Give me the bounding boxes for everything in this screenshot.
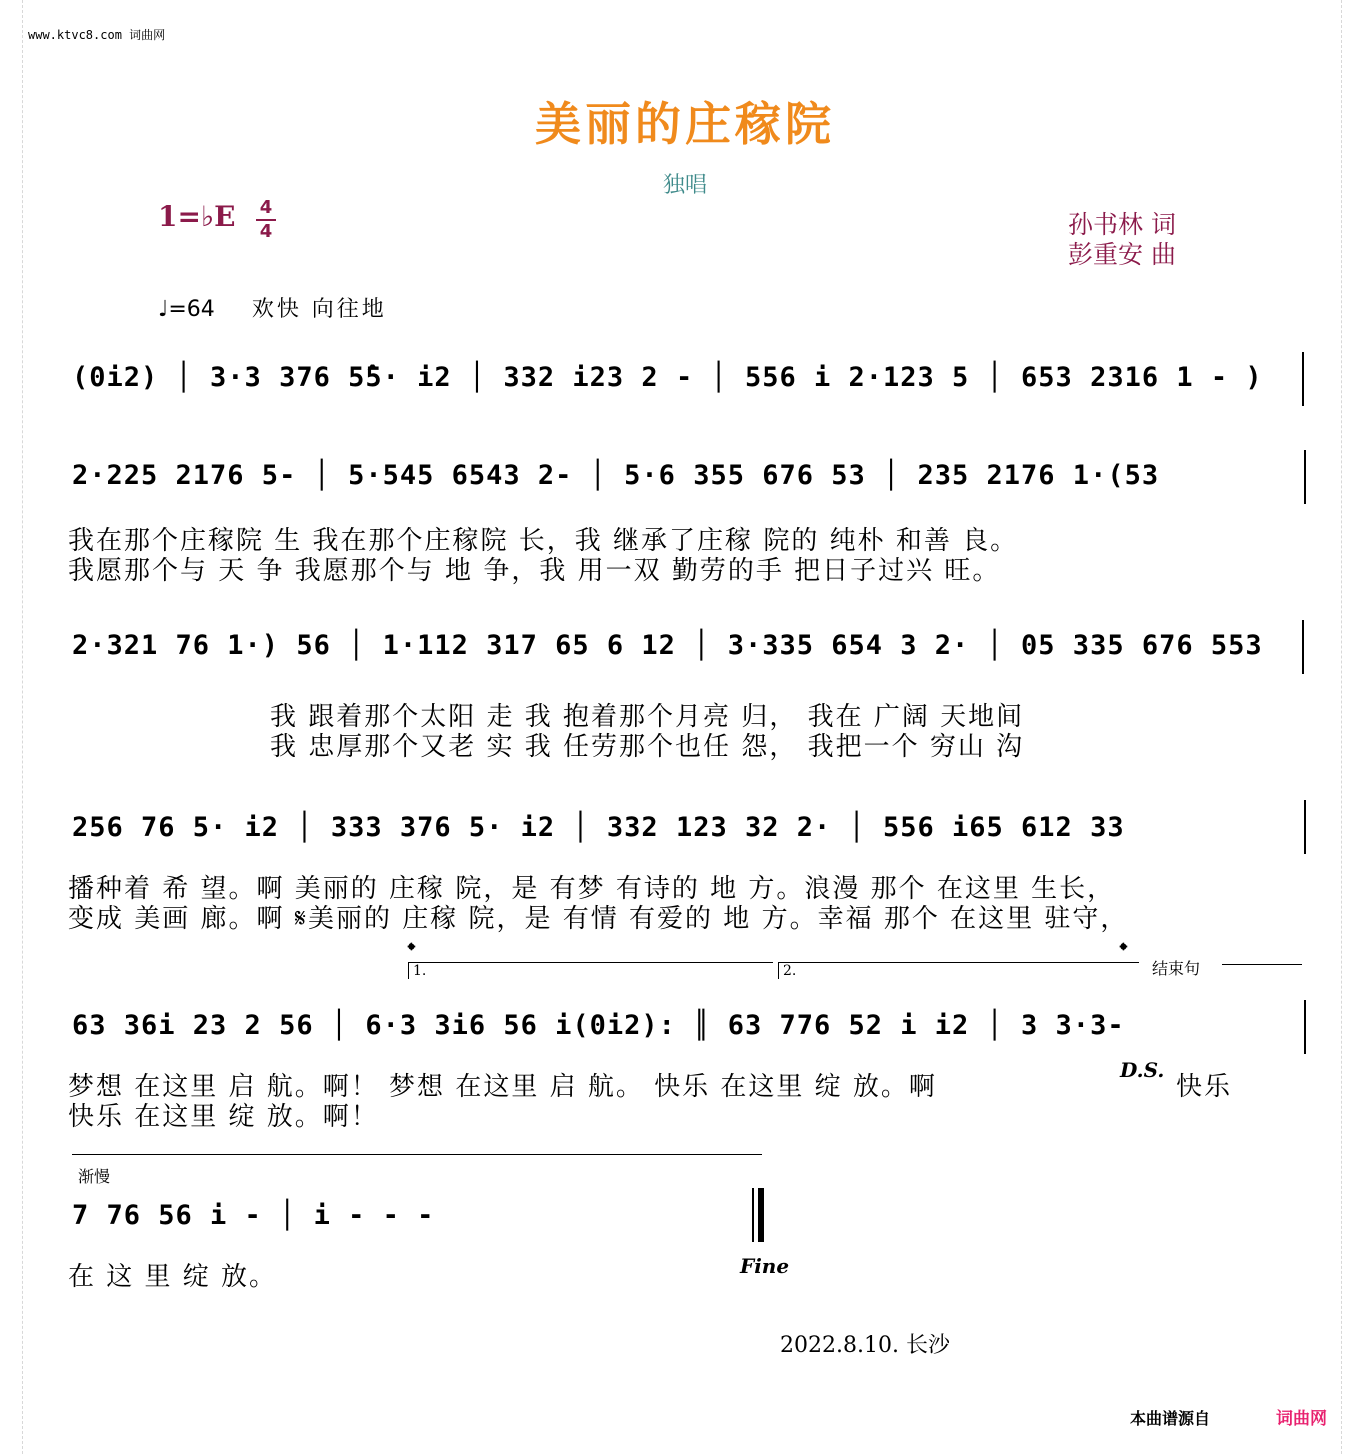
source-label: 本曲谱源自 — [1130, 1409, 1211, 1428]
lyric-row-5-verse-1: 梦想 在这里 启 航。啊！ 梦想 在这里 启 航。 快乐 在这里 绽 放。啊 — [68, 1072, 937, 1102]
barline — [1302, 352, 1304, 406]
meter-bottom: 4 — [259, 221, 273, 242]
lyric-row-2-verse-2: 我愿那个与 天 争 我愿那个与 地 争，我 用一双 勤劳的手 把日子过兴 旺。 — [68, 556, 1001, 586]
site-name: 词曲网 — [129, 28, 166, 42]
rit-label: 渐慢 — [78, 1167, 111, 1186]
barline — [1302, 620, 1304, 674]
barline — [1304, 450, 1306, 504]
lyric-row-4-verse-2: 变成 美画 廊。啊 𝄋美丽的 庄稼 院，是 有情 有爱的 地 方。幸福 那个 在这里 驻守， — [68, 904, 1129, 934]
site-header — [28, 26, 165, 43]
composer: 彭重安 曲 — [1068, 240, 1176, 269]
lyric-row-5-verse-2: 快乐 在这里 绽 放。啊！ — [68, 1102, 379, 1132]
rit-bracket — [72, 1154, 762, 1155]
time-signature — [256, 198, 276, 242]
barline — [1304, 800, 1306, 854]
staff-row-3: 2·321 76 1·) 56 │ 1·112 317 65 6 12 │ 3·335 654 3 2· │ 05 335 676 553 — [72, 630, 1263, 661]
right-margin-watermark — [1341, 0, 1370, 1454]
barline — [1304, 1000, 1306, 1054]
song-subtitle: 独唱 — [662, 173, 707, 198]
lyric-row-2-verse-1: 我在那个庄稼院 生 我在那个庄稼院 长，我 继承了庄稼 院的 纯朴 和善 良。 — [68, 526, 1019, 556]
ds-mark: D.S. — [1120, 1058, 1165, 1082]
lyric-row-3-verse-2: 我 忠厚那个又老 实 我 任劳那个也任 怨， 我把一个 穷山 沟 — [270, 732, 1025, 762]
staff-row-6: 7 76 56 i - │ i - - - — [72, 1200, 435, 1231]
left-margin-watermark — [0, 0, 23, 1454]
final-barline-thin — [752, 1188, 754, 1242]
staff-row-4: 256 76 5· i2 │ 333 376 5· i2 │ 332 123 32 2· │ 556 i65 612 33 — [72, 812, 1125, 843]
volta-1: 1. — [408, 962, 773, 979]
lyric-row-6: 在 这 里 绽 放。 — [68, 1262, 278, 1292]
lyric-row-3-verse-1: 我 跟着那个太阳 走 我 抱着那个月亮 归， 我在 广阔 天地间 — [270, 702, 1025, 732]
meter-top: 4 — [259, 197, 273, 218]
expression-mark: 欢快 向往地 — [251, 297, 387, 322]
brand-link[interactable]: 词曲网 — [1276, 1409, 1327, 1429]
coda-sign: 𝄌 — [408, 938, 415, 962]
site-url[interactable]: www.ktvc8.com — [28, 28, 122, 42]
composition-date: 2022.8.10. 长沙 — [780, 1333, 950, 1358]
tempo-mark: ♩=64 — [158, 297, 215, 322]
lyricist: 孙书林 词 — [1068, 210, 1176, 239]
lyric-row-5-tail: 快乐 — [1176, 1072, 1233, 1102]
ending-line — [1222, 964, 1302, 965]
staff-row-5: 63 36i 23 2 56 │ 6·3 3i6 56 i(0i2): ║ 63 776 52 i i2 │ 3 3·3- — [72, 1010, 1125, 1041]
staff-row-1: (0i2) │ 3·3 376 5̂5· i2 │ 332 i23 2 - │ 556 i 2·123 5 │ 653 2316 1 - ) — [72, 362, 1263, 393]
key-signature: 1=♭E — [158, 200, 236, 233]
song-title: 美丽的庄稼院 — [535, 97, 835, 151]
staff-row-2: 2·225 2176 5- │ 5·545 6543 2- │ 5·6 355 676 53 │ 235 2176 1·(53 — [72, 460, 1160, 491]
credits — [1068, 210, 1176, 270]
tempo-line — [158, 292, 387, 323]
volta-2: 2. — [778, 962, 1139, 979]
final-barline-thick — [758, 1188, 764, 1242]
coda-sign-2: 𝄌 — [1120, 938, 1127, 962]
ending-label: 结束句 — [1152, 959, 1201, 978]
lyric-row-4-verse-1: 播种着 希 望。啊 美丽的 庄稼 院，是 有梦 有诗的 地 方。浪漫 那个 在这里 生长， — [68, 874, 1116, 904]
fine-mark: Fine — [740, 1254, 790, 1278]
